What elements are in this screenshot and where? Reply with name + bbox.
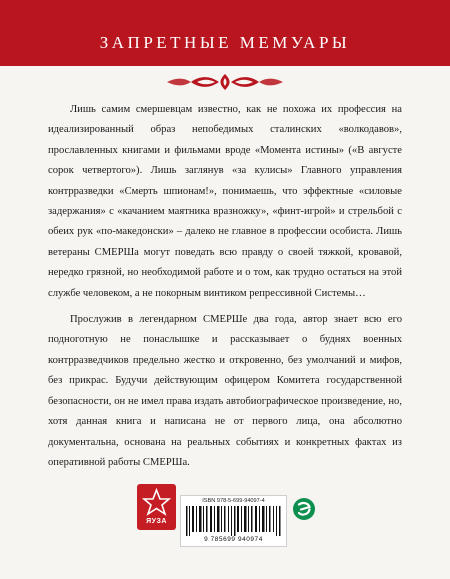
header-banner bbox=[0, 0, 450, 66]
publisher-logo bbox=[137, 484, 176, 530]
annotation-paragraph-1: Лишь самим смершевцам известно, как не похожа их профессия на идеализированный образ непобедимых сталинских «волкодавов», прославленных книгами и фильмами вроде «Момента истины» («В августе сорок четвертого»). Лишь заглянув «за кулисы» Главного управления контрразведки «Смерть шпионам!», понимаешь, что эффектные «силовые задержания» с «качанием маятника вразножку», «финт-игрой» и стрельбой с обеих рук «по-македонски» – далеко не главное в профессии особиста. Лишь ветераны СМЕРШа могут поведать всю правду о своей тяжкой, кровавой, нередко грязной, но необходимой работе и о том, как трудно остаться на этой службе человеком, а не покорным винтиком репрессивной Системы… bbox=[48, 104, 402, 299]
isbn-text: ISBN 978-5-699-94097-4 bbox=[202, 498, 265, 504]
annotation-paragraph-2: Прослужив в легендарном СМЕРШе два года, автор знает всю его подноготную не понаслышке и рассказывает о буднях военных контрразведчиков предельно жестко и откровенно, без умолчаний и мифов, без прикрас. Будучи действующим офицером Комитета государственной безопасности, он не имел права издать автобиографическое произведение, но, хотя данная книга и написана не от первого лица, она абсолютно документальна, основана на реальных событиях и конкретных фактах из оперативной работы СМЕРШа. bbox=[48, 314, 402, 468]
eksmo-logo-icon bbox=[292, 497, 316, 521]
isbn-barcode-block bbox=[180, 495, 287, 547]
barcode-icon bbox=[186, 506, 281, 536]
star-icon bbox=[137, 487, 176, 517]
barcode-digits: 9 785699 940974 bbox=[204, 536, 263, 543]
annotation-text bbox=[48, 100, 402, 473]
publisher-label: ЯУЗА bbox=[146, 518, 167, 525]
series-title: ЗАПРЕТНЫЕ МЕМУАРЫ bbox=[99, 33, 351, 52]
ornament-icon bbox=[163, 73, 287, 91]
